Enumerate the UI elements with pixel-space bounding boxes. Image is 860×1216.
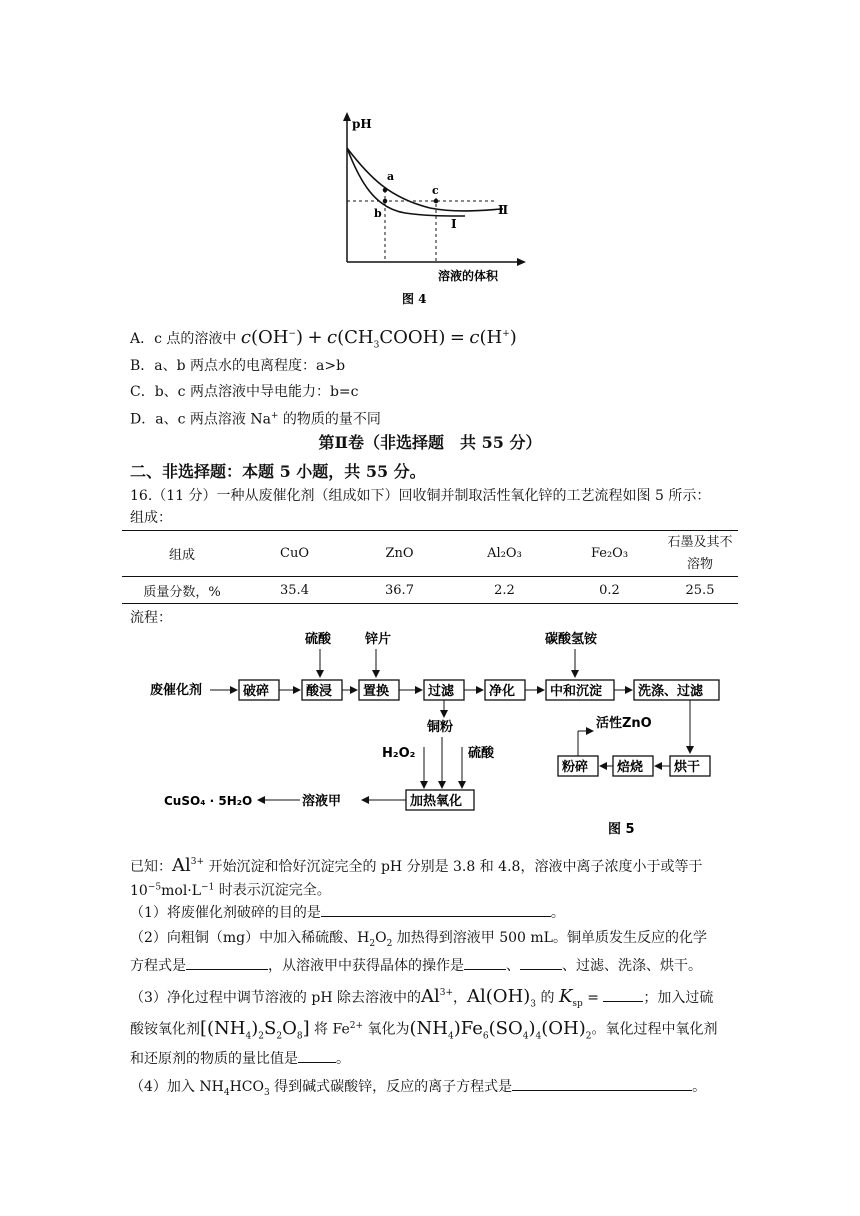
q3-line-1: （3）净化过程中调节溶液的 pH 除去溶液中的$Al^{3+}$，$Al(OH)_3$ 的 $K_{sp}$ = ；加入过硫 (130, 986, 714, 1010)
input-zinc-sheet: 锌片 (365, 632, 392, 647)
composition-table (122, 530, 738, 604)
table-cell: 2.2 (494, 582, 515, 598)
table-header-row (122, 531, 738, 577)
point-c-label: c (432, 184, 439, 197)
point-c-dot (434, 199, 439, 204)
node-grind: 粉碎 (562, 760, 589, 775)
q2-operation-blank-2[interactable] (520, 955, 562, 970)
node-wash-filter: 洗涤、过滤 (638, 684, 704, 699)
y-axis-arrow (343, 112, 351, 121)
node-acid-leach: 酸浸 (306, 684, 333, 699)
part-two-heading: 二、非选择题：本题 5 小题，共 55 分。 (130, 462, 426, 481)
point-b-label: b (374, 207, 382, 220)
table-cell: 25.5 (685, 582, 715, 598)
table-cell: 36.7 (385, 582, 414, 598)
point-a-dot (383, 188, 388, 193)
curve-i-label: Ⅰ (451, 217, 457, 231)
option-a: A．c 点的溶液中 $c(OH^-) + c(CH_3COOH) = c(H^+)$ (130, 327, 517, 351)
node-replace: 置换 (363, 684, 390, 699)
table-row (122, 577, 738, 604)
table-header-cell: Al₂O₃ (487, 546, 522, 561)
known-line-2: $10^{-5}mol\cdot L^{-1}$ 时表示沉淀完全。 (130, 882, 331, 899)
q2-equation-blank[interactable] (186, 955, 268, 970)
table-header-cell: 石墨及其不 溶物 (667, 534, 733, 572)
known-line-1: 已知：$Al^{3+}$ 开始沉淀和恰好沉淀完全的 pH 分别是 3.8 和 4.8，溶液中离子浓度小于或等于 (130, 855, 703, 876)
node-dry: 烘干 (674, 760, 701, 775)
node-neutral-precipitate: 中和沉淀 (550, 684, 603, 699)
q2-line-1: （2）向粗铜（mg）中加入稀硫酸、$H_2O_2$ 加热得到溶液甲 500 mL。铜单质发生反应的化学 (130, 930, 707, 949)
figure-4 (330, 110, 530, 310)
table-header-cell: 组成 (168, 548, 195, 563)
process-flowchart (130, 625, 730, 840)
q2-operation-blank-1[interactable] (464, 955, 506, 970)
node-cuso4: CuSO₄ · 5H₂O (164, 794, 253, 808)
q1-line: （1）将废催化剂破碎的目的是 。 (130, 902, 565, 923)
q1-answer-blank[interactable] (321, 902, 551, 917)
q16-composition-label: 组成： (130, 510, 172, 526)
table-header-cell: CuO (280, 546, 309, 561)
q4-line: （4）加入 $NH_4HCO_3$ 得到碱式碳酸锌，反应的离子方程式是 。 (130, 1076, 706, 1103)
x-axis-label: 溶液的体积 (438, 269, 499, 283)
figure-4-caption: 图 4 (402, 292, 427, 306)
input-sulfuric-acid-2: 硫酸 (468, 746, 495, 761)
point-a-label: a (387, 170, 395, 183)
q4-equation-blank[interactable] (512, 1076, 692, 1091)
curve-i (347, 148, 465, 216)
q3-ksp-blank[interactable] (603, 987, 643, 1002)
q3-line-3: 和还原剂的物质的量比值是 。 (130, 1048, 350, 1069)
node-roast: 焙烧 (617, 760, 644, 775)
node-waste-catalyst: 废催化剂 (150, 683, 203, 698)
q2-line-2: 方程式是 ，从溶液甲中获得晶体的操作是 、 、过滤、洗涤、烘干。 (130, 955, 702, 976)
q3-line-2: 酸铵氧化剂$[(NH_4)_2S_2O_8]$ 将 $Fe^{2+}$ 氧化为$(NH_4)Fe_6(SO_4)_4(OH)_2$。氧化过程中氧化剂 (130, 1017, 718, 1042)
curve-ii-label: Ⅱ (498, 203, 509, 217)
table-cell: 0.2 (599, 582, 620, 598)
node-purify: 净化 (489, 684, 516, 699)
node-active-zno: 活性ZnO (596, 716, 652, 731)
y-axis-label: pH (352, 117, 372, 131)
option-c: C．b、c 两点溶液中导电能力：b=c (130, 384, 359, 400)
input-h2o2: H₂O₂ (382, 746, 416, 761)
input-sulfuric-acid: 硫酸 (305, 632, 332, 647)
node-crush: 破碎 (243, 684, 270, 699)
table-cell: 35.4 (280, 582, 309, 598)
flow-label: 流程： (130, 610, 172, 626)
curve-ii (347, 148, 503, 211)
q16-intro: 16.（11 分）一种从废催化剂（组成如下）回收铜并制取活性氧化锌的工艺流程如图 5 所示： (130, 488, 711, 504)
ph-volume-graph (330, 110, 530, 310)
node-copper-powder: 铜粉 (427, 720, 454, 735)
input-ammonium-bicarbonate: 碳酸氢铵 (545, 632, 598, 647)
node-solution-a: 溶液甲 (302, 794, 342, 809)
q3-ratio-blank[interactable] (298, 1048, 336, 1063)
option-d: D．a、c 两点溶液 Na+ 的物质的量不同 (130, 411, 381, 428)
table-header-cell: Fe₂O₃ (590, 546, 629, 561)
table-cell: 质量分数，% (143, 584, 221, 600)
table-header-cell: ZnO (385, 546, 414, 561)
figure-5-caption: 图 5 (608, 822, 635, 837)
x-axis-arrow (517, 258, 526, 266)
node-filter: 过滤 (428, 684, 455, 699)
section-title: 第Ⅱ卷（非选择题 共 55 分） (318, 433, 542, 452)
option-b: B．a、b 两点水的电离程度：a>b (130, 358, 346, 374)
node-heat-oxidize: 加热氧化 (410, 794, 463, 809)
point-b-dot (383, 199, 388, 204)
